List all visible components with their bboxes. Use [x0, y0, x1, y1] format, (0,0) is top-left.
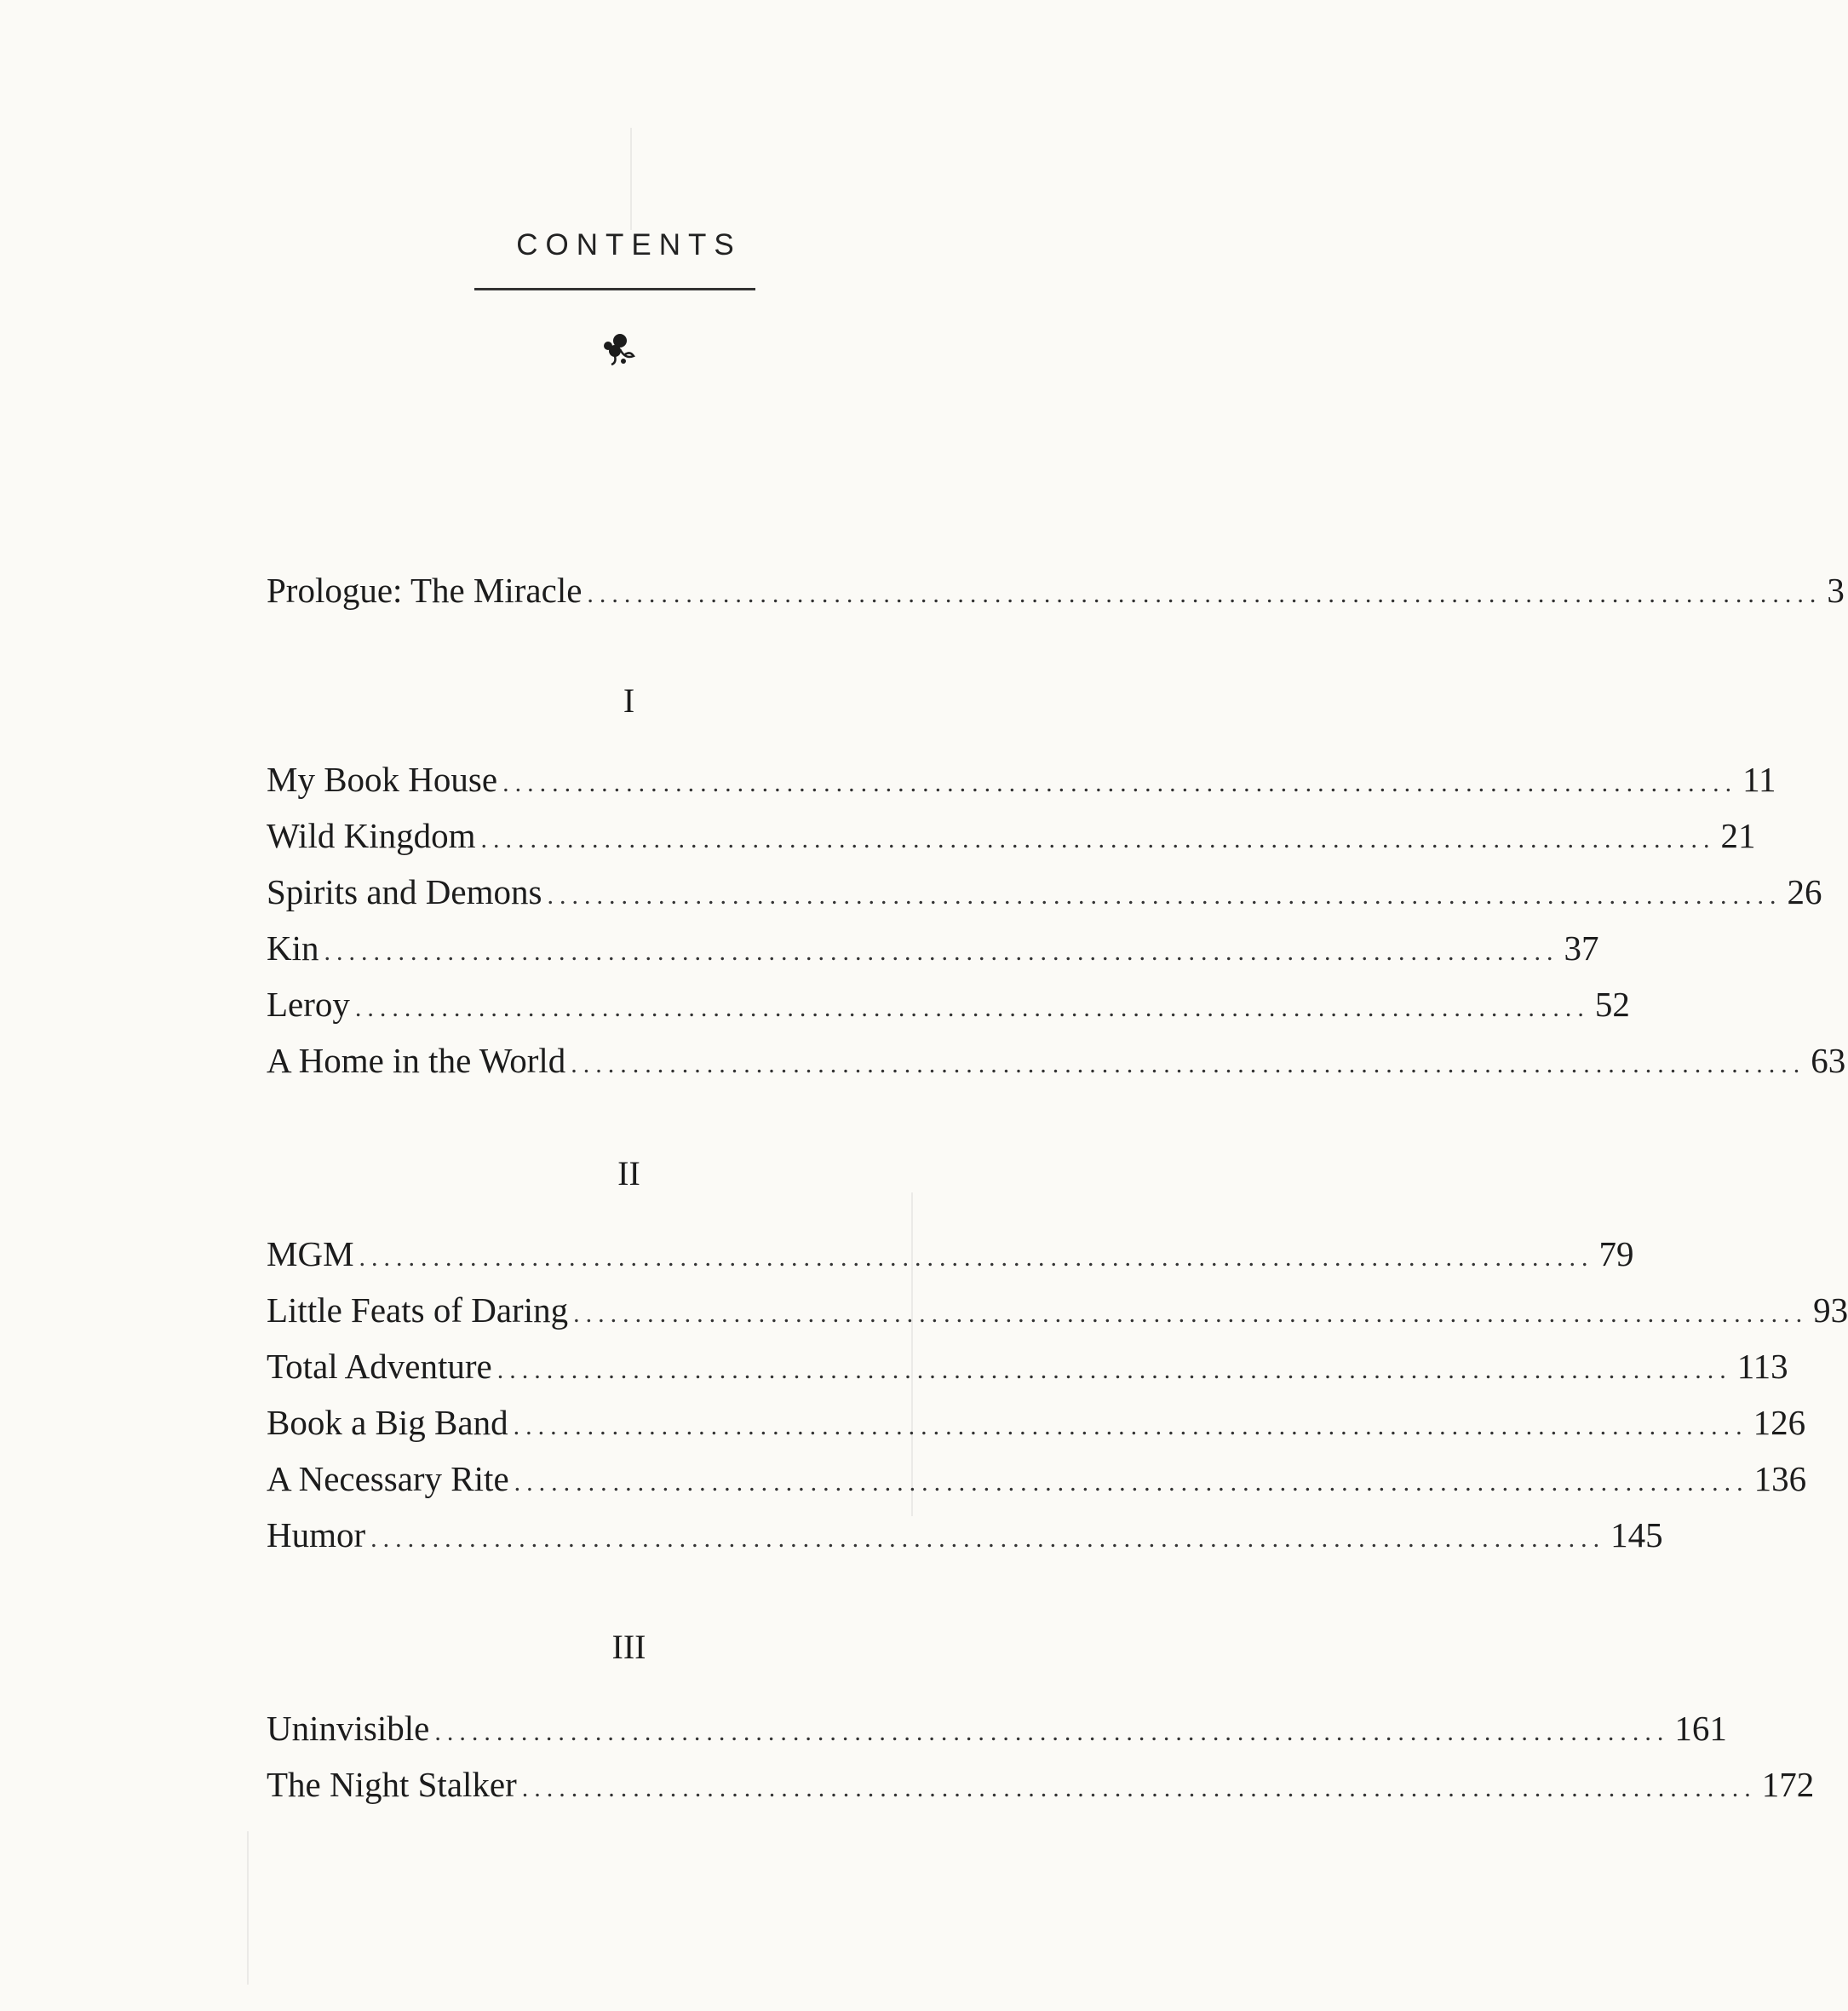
toc-entry-title: Kin: [267, 928, 319, 968]
toc-entry-title: Spirits and Demons: [267, 872, 542, 911]
dot-leader: ....................................................................................................: [480, 825, 1716, 853]
toc-entry-title: Book a Big Band: [267, 1403, 508, 1442]
dot-leader: ....................................................................................................: [434, 1718, 1670, 1746]
dot-leader: ....................................................................................................: [573, 1300, 1809, 1328]
dot-leader: ....................................................................................................: [571, 1050, 1806, 1078]
toc-entry-title: My Book House: [267, 760, 498, 799]
toc-entry-title: Little Feats of Daring: [267, 1290, 569, 1330]
dot-leader: ....................................................................................................: [547, 882, 1782, 910]
floral-ornament-icon: [591, 330, 642, 373]
toc-entry[interactable]: [267, 983, 1630, 1026]
dot-leader: ....................................................................................................: [370, 1525, 1606, 1553]
toc-entry-page: 136: [1753, 1459, 1807, 1498]
toc-entry[interactable]: [267, 1457, 1807, 1500]
toc-entry-page: 21: [1720, 816, 1756, 855]
toc-entry-page: 37: [1564, 928, 1599, 968]
toc-entry-title: Total Adventure: [267, 1347, 492, 1386]
heading-rule: [474, 288, 755, 290]
dot-leader: ....................................................................................................: [324, 938, 1559, 966]
toc-entry[interactable]: [267, 1039, 1846, 1082]
toc-entry-title: A Necessary Rite: [267, 1459, 509, 1498]
toc-entry-page: 3: [1827, 571, 1845, 610]
toc-entry-page: 145: [1610, 1515, 1663, 1554]
contents-heading: CONTENTS: [516, 228, 742, 261]
toc-entry-page: 161: [1674, 1709, 1727, 1748]
toc-entry-prologue[interactable]: [267, 569, 1845, 612]
toc-entry[interactable]: [267, 758, 1776, 801]
dot-leader: ....................................................................................................: [496, 1356, 1732, 1384]
dot-leader: ....................................................................................................: [359, 1244, 1594, 1272]
toc-entry[interactable]: [267, 927, 1599, 969]
part-label: I: [623, 681, 635, 720]
toc-entry[interactable]: [267, 1763, 1815, 1806]
toc-entry[interactable]: [267, 1345, 1788, 1388]
toc-entry[interactable]: [267, 814, 1756, 857]
toc-entry-title: Prologue: The Miracle: [267, 571, 583, 610]
toc-entry-title: Uninvisible: [267, 1709, 430, 1748]
toc-entry-title: Leroy: [267, 985, 350, 1024]
toc-entry-title: The Night Stalker: [267, 1765, 517, 1804]
toc-entry-page: 172: [1761, 1765, 1815, 1804]
toc-entry[interactable]: [267, 1707, 1727, 1750]
toc-entry-page: 126: [1753, 1403, 1806, 1442]
toc-entry-page: 113: [1736, 1347, 1788, 1386]
toc-entry-page: 93: [1813, 1290, 1848, 1330]
toc-entry-page: 26: [1787, 872, 1822, 911]
toc-entry[interactable]: [267, 1401, 1806, 1444]
toc-entry-title: Humor: [267, 1515, 366, 1554]
dot-leader: ....................................................................................................: [587, 580, 1822, 608]
toc-entry-page: 63: [1811, 1041, 1846, 1080]
toc-entry[interactable]: [267, 1232, 1634, 1275]
toc-entry-title: MGM: [267, 1234, 354, 1273]
part-label: III: [611, 1628, 646, 1666]
toc-entry-title: A Home in the World: [267, 1041, 566, 1080]
dot-leader: ....................................................................................................: [521, 1774, 1757, 1802]
toc-entry-page: 52: [1594, 985, 1630, 1024]
toc-entry[interactable]: [267, 870, 1822, 913]
paper-crease: [247, 1831, 249, 1985]
part-label: II: [617, 1154, 640, 1192]
toc-entry[interactable]: [267, 1514, 1663, 1556]
dot-leader: ....................................................................................................: [354, 994, 1590, 1022]
toc-entry-title: Wild Kingdom: [267, 816, 476, 855]
paper-crease: [630, 128, 632, 230]
dot-leader: ....................................................................................................: [514, 1468, 1749, 1497]
toc-entry-page: 11: [1742, 760, 1776, 799]
toc-entry[interactable]: [267, 1289, 1848, 1331]
toc-entry-page: 79: [1598, 1234, 1634, 1273]
dot-leader: ....................................................................................................: [513, 1412, 1748, 1440]
dot-leader: ....................................................................................................: [502, 769, 1738, 797]
